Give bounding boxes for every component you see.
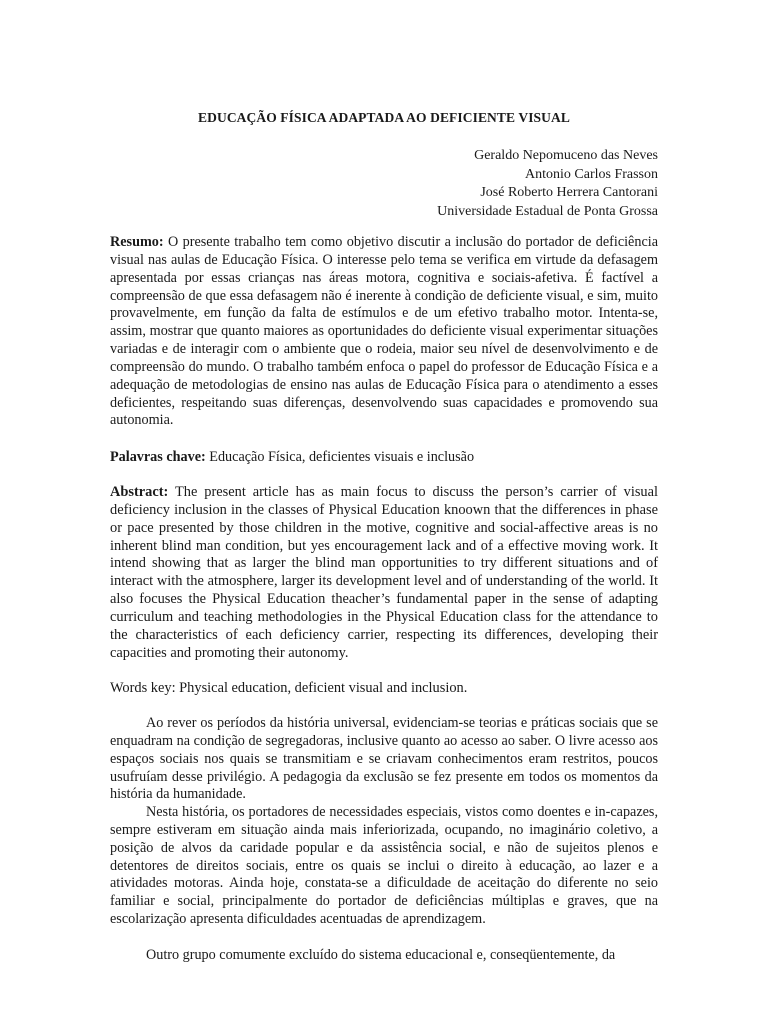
author-block bbox=[437, 147, 658, 221]
author-name: Geraldo Nepomuceno das Neves bbox=[474, 148, 658, 163]
author-affiliation: Universidade Estadual de Ponta Grossa bbox=[437, 203, 658, 219]
palavras-chave-paragraph bbox=[110, 449, 658, 467]
resumo-text: O presente trabalho tem como objetivo discutir a inclusão do portador de deficiência visual nas aulas de Educação Física. O interesse pelo tema se verifica em virtude da defasagem apresentada por essas crianças nas áreas motora, cognitiva e sociais-afetiva. É factível a compreensão de que essa defasagem não é inerente à condição de deficiente visual, e sim, muito provavelmente, em função da falta de estímulos e de um efetivo trabalho motor. Intenta-se, assim, mostrar que quanto maiores as oportunidades do deficiente visual experimentar situações variadas e de interagir com o ambiente que o rodeia, maior seu nível de desenvolvimento e de compreensão do mundo. O trabalho também enfoca o papel do professor de Educação Física e a adequação de metodologias de ensino nas aulas de Educação Física para o atendimento a esses deficientes, respeitando suas diferenças, desenvolvendo suas capacidades e promovendo sua autonomia. bbox=[110, 234, 658, 429]
abstract-text: The present article has as main focus to discuss the person’s carrier of visual deficiency inclusion in the classes of Physical Education knoown that the differences in phase or pace presented by those children in the motive, cognitive and social-affective areas is no inherent blind man condition, but yes encouragement lack and of a effective moving work. It intend showing that as larger the blind man opportunities to try different situations and of interact with the atmosphere, larger its development level and of understanding of the world. It also focuses the Physical Education theacher’s fundamental paper in the sense of adapting curriculum and teaching methodologies in the Physical Education class for the attendance to the characteristics of each deficiency carrier, respecting its differences, developing their capacities and promoting their autonomy. bbox=[110, 484, 658, 661]
resumo-label: Resumo: bbox=[110, 234, 164, 250]
body-paragraph: Ao rever os períodos da história universal, evidenciam-se teorias e práticas sociais que se enquadram na condição de segregadoras, inclusive quanto ao acesso ao saber. O livre acesso aos espaços sociais nos quais se transmitiam e se criavam conhecimentos eram restritos, poucos usufruíam desse privilégio. A pedagogia da exclusão se fez presente em todos os momentos da história da humanidade. bbox=[110, 715, 658, 803]
body-paragraph: Nesta história, os portadores de necessidades especiais, vistos como doentes e in-capazes, sempre estiveram em situação ainda mais inferiorizada, ocupando, no imaginário coletivo, a posição de alvos da caridade popular e da assistência social, e não de sujeitos plenos e detentores de direitos sociais, entre os quais se inclui o direito à educação, ao lazer e a atividades motoras. Ainda hoje, constata-se a dificuldade de aceitação do diferente no seio familiar e social, principalmente do portador de deficiências múltiplas e graves, que na escolarização apresenta dificuldades acentuadas de aprendizagem. bbox=[110, 804, 658, 928]
body-paragraph: Outro grupo comumente excluído do sistema educacional e, conseqüentemente, da bbox=[146, 947, 616, 963]
resumo-paragraph bbox=[110, 234, 658, 430]
palavras-chave-text: Educação Física, deficientes visuais e inclusão bbox=[205, 449, 475, 465]
words-key-paragraph: Words key: Physical education, deficient visual and inclusion. bbox=[110, 680, 468, 696]
abstract-label: Abstract: bbox=[110, 484, 169, 500]
abstract-paragraph bbox=[110, 484, 658, 662]
palavras-chave-label: Palavras chave: bbox=[110, 449, 206, 465]
author-name: Antonio Carlos Frasson bbox=[525, 166, 658, 182]
paper-title: EDUCAÇÃO FÍSICA ADAPTADA AO DEFICIENTE VISUAL bbox=[198, 110, 570, 125]
document-page bbox=[110, 0, 658, 1024]
author-name: José Roberto Herrera Cantorani bbox=[480, 185, 658, 201]
